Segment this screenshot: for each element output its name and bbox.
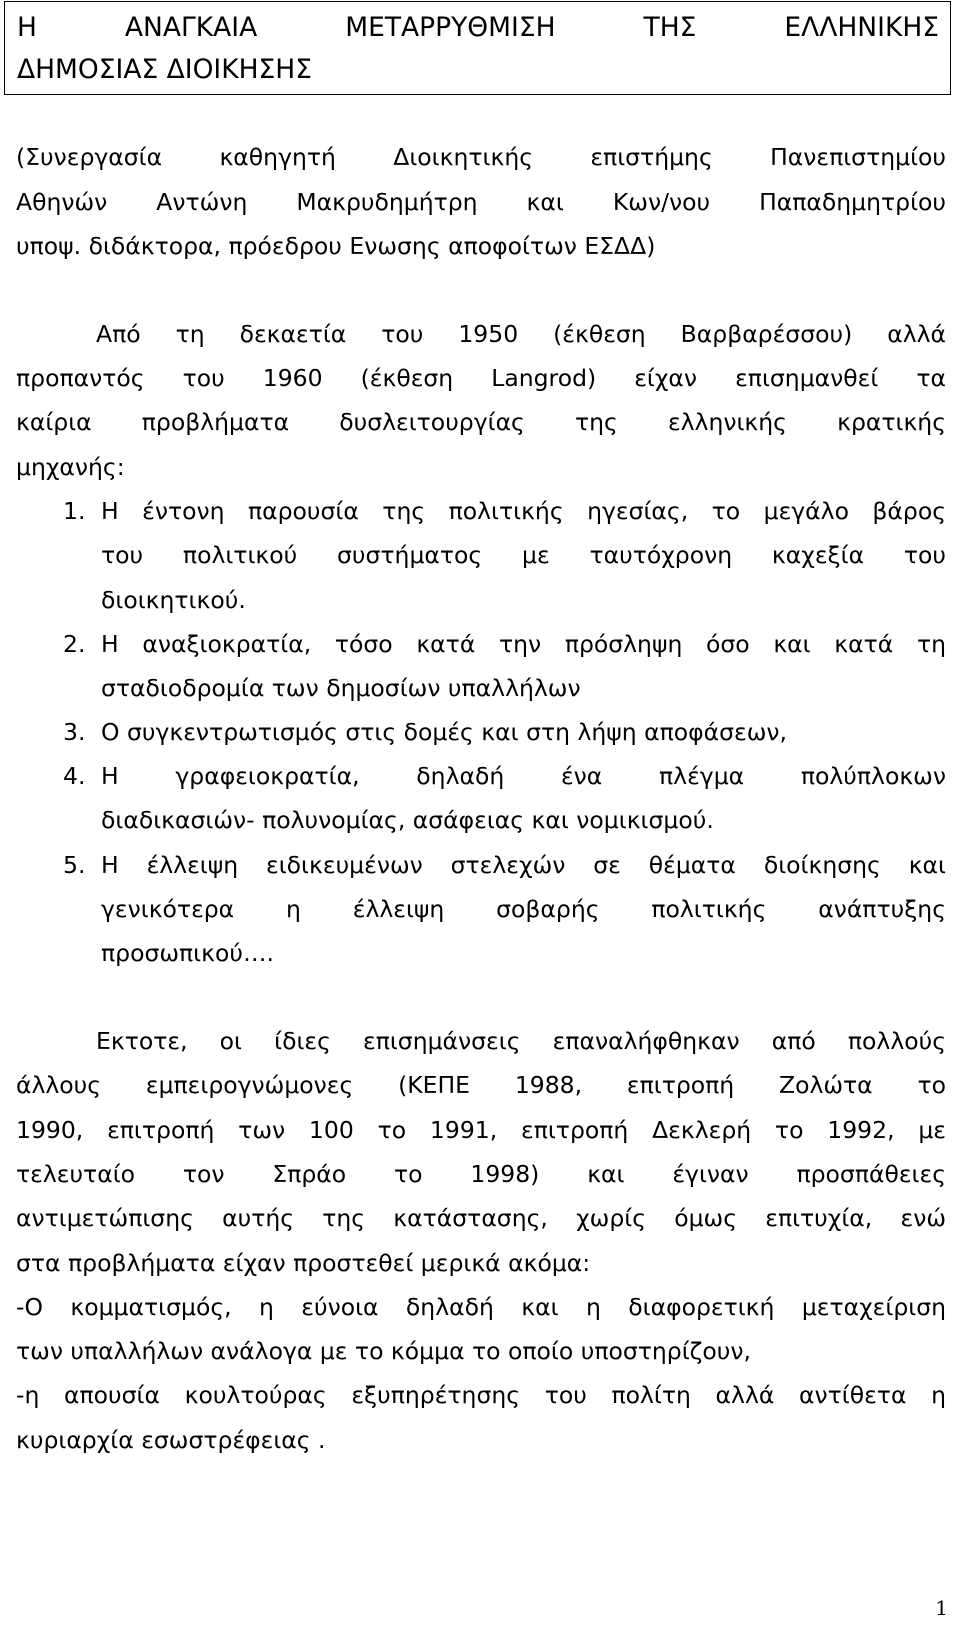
list-item-2-number: 2. — [63, 630, 86, 658]
closing-line-8: των υπαλλήλων ανάλογα με το κόμμα το οποίο υποστηρίζουν, — [16, 1337, 752, 1365]
byline-line-3: υποψ. διδάκτορα, πρόεδρου Ενωσης αποφοίτων ΕΣΔΔ) — [16, 232, 656, 260]
list-item-1-number: 1. — [63, 497, 86, 525]
closing-line-5: αντιμετώπισης αυτής της κατάστασης, χωρίς όμως επιτυχία, ενώ — [16, 1204, 946, 1232]
byline-line-2: Αθηνών Αντώνη Μακρυδημήτρη και Κων/νου Παπαδημητρίου — [16, 188, 946, 216]
title-box — [4, 1, 951, 95]
closing-line-4: τελευταίο τον Σπράο το 1998) και έγιναν προσπάθειες — [16, 1160, 946, 1188]
list-item-5-line-2: γενικότερα η έλλειψη σοβαρής πολιτικής ανάπτυξης — [101, 895, 946, 923]
intro-line-2: προπαντός του 1960 (έκθεση Langrod) είχαν επισημανθεί τα — [16, 364, 946, 392]
list-item-3-number: 3. — [63, 718, 86, 746]
list-item-5-line-1: Η έλλειψη ειδικευμένων στελεχών σε θέματα διοίκησης και — [101, 851, 946, 879]
list-item-5-number: 5. — [63, 851, 86, 879]
byline-line-1: (Συνεργασία καθηγητή Διοικητικής επιστήμης Πανεπιστημίου — [16, 143, 946, 171]
list-item-3-line-1: Ο συγκεντρωτισμός στις δομές και στη λήψη αποφάσεων, — [101, 718, 788, 746]
intro-line-4: μηχανής: — [16, 453, 125, 481]
closing-line-9: -η απουσία κουλτούρας εξυπηρέτησης του πολίτη αλλά αντίθετα η — [16, 1381, 946, 1409]
list-item-1-line-3: διοικητικού. — [101, 586, 246, 614]
closing-line-1: Εκτοτε, οι ίδιες επισημάνσεις επαναλήφθηκαν από πολλούς — [96, 1027, 946, 1055]
closing-line-7: -Ο κομματισμός, η εύνοια δηλαδή και η διαφορετική μεταχείριση — [16, 1293, 946, 1321]
list-item-1-line-1: Η έντονη παρουσία της πολιτικής ηγεσίας, το μεγάλο βάρος — [101, 497, 946, 525]
list-item-2-line-1: Η αναξιοκρατία, τόσο κατά την πρόσληψη όσο και κατά τη — [101, 630, 946, 658]
list-item-1-line-2: του πολιτικού συστήματος με ταυτόχρονη καχεξία του — [101, 541, 946, 569]
closing-line-3: 1990, επιτροπή των 100 το 1991, επιτροπή Δεκλερή το 1992, με — [16, 1116, 946, 1144]
list-item-4-number: 4. — [63, 762, 86, 790]
closing-line-10: κυριαρχία εσωστρέφειας . — [16, 1426, 326, 1454]
intro-line-1: Από τη δεκαετία του 1950 (έκθεση Βαρβαρέσσου) αλλά — [96, 320, 946, 348]
list-item-2-line-2: σταδιοδρομία των δημοσίων υπαλλήλων — [101, 674, 581, 702]
closing-line-2: άλλους εμπειρογνώμονες (ΚΕΠΕ 1988, επιτροπή Ζολώτα το — [16, 1071, 946, 1099]
page-number: 1 — [935, 1596, 948, 1620]
list-item-4-line-2: διαδικασιών- πολυνομίας, ασάφειας και νομικισμού. — [101, 806, 714, 834]
title-line-2: ΔΗΜΟΣΙΑΣ ΔΙΟΙΚΗΣΗΣ — [17, 54, 312, 85]
list-item-4-line-1: Η γραφειοκρατία, δηλαδή ένα πλέγμα πολύπλοκων — [101, 762, 946, 790]
intro-line-3: καίρια προβλήματα δυσλειτουργίας της ελληνικής κρατικής — [16, 408, 946, 436]
closing-line-6: στα προβλήματα είχαν προστεθεί μερικά ακόμα: — [16, 1249, 591, 1277]
list-item-5-line-3: προσωπικού…. — [101, 939, 274, 967]
title-line-1: Η ΑΝΑΓΚΑΙΑ ΜΕΤΑΡΡΥΘΜΙΣΗ ΤΗΣ ΕΛΛΗΝΙΚΗΣ — [17, 12, 939, 43]
